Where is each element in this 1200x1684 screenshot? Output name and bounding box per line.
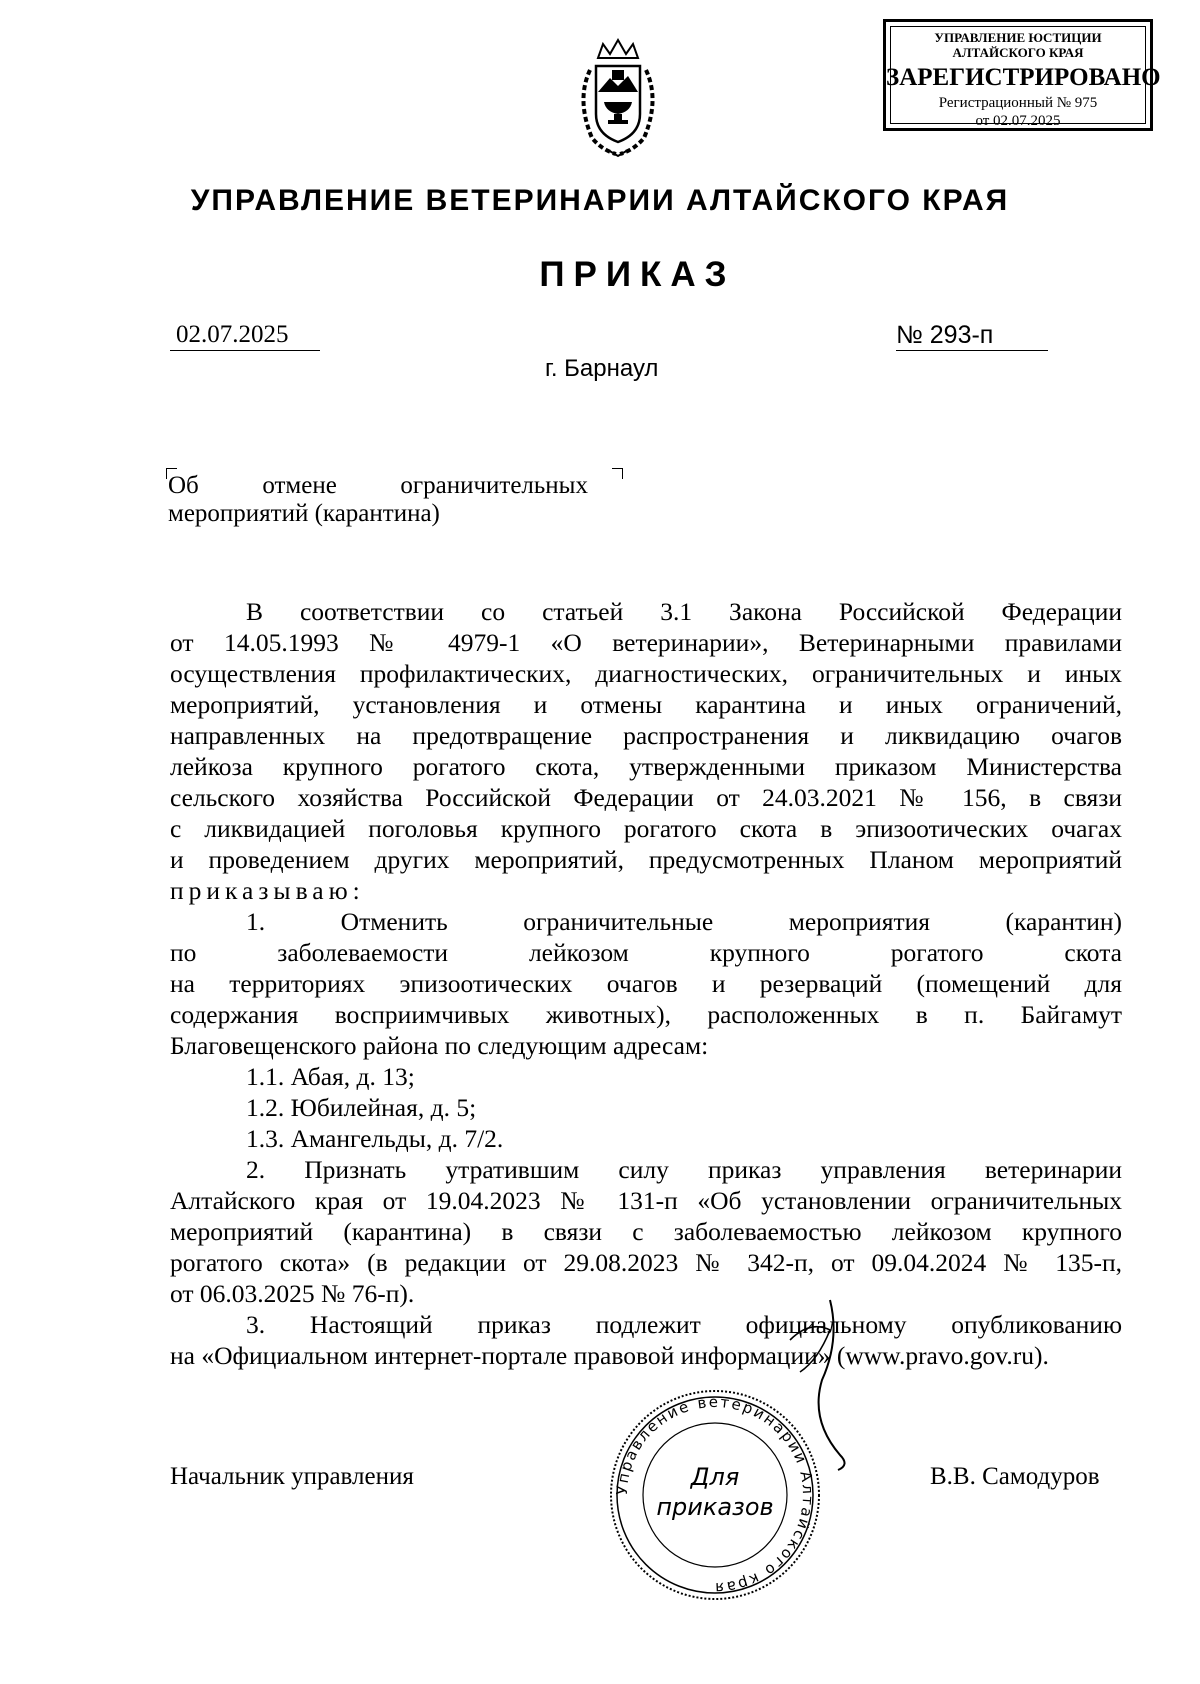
- body-line: содержания восприимчивых животных), расположенных в п. Байгамут: [170, 1000, 1122, 1029]
- organization-title: УПРАВЛЕНИЕ ВЕТЕРИНАРИИ АЛТАЙСКОГО КРАЯ: [190, 184, 1010, 217]
- body-line: 2. Признать утратившим силу приказ управления ветеринарии: [246, 1155, 1122, 1184]
- stamp-reg-number: Регистрационный № 975: [938, 95, 1098, 111]
- body-line: на «Официальном интернет-портале правовой информации» (www.pravo.gov.ru).: [170, 1341, 1049, 1370]
- address-item: 1.2. Юбилейная, д. 5;: [246, 1093, 477, 1122]
- handwritten-signature: [690, 1280, 890, 1480]
- body-line: от 06.03.2025 № 76-п).: [170, 1279, 415, 1308]
- subject-word: ограничительных: [400, 472, 588, 499]
- body-line: 3. Настоящий приказ подлежит официальному опубликованию: [246, 1310, 1122, 1339]
- document-subject: [168, 472, 588, 528]
- body-line: и проведением других мероприятий, предусмотренных Планом мероприятий: [170, 845, 1122, 874]
- body-line: мероприятий (карантина) в связи с заболеваемостью лейкозом крупного: [170, 1217, 1122, 1246]
- body-line: рогатого скота» (в редакции от 29.08.2023 № 342-п, от 09.04.2024 № 135-п,: [170, 1248, 1122, 1277]
- body-line: Алтайского края от 19.04.2023 № 131-п «Об установлении ограничительных: [170, 1186, 1122, 1215]
- body-line: от 14.05.1993 № 4979-1 «О ветеринарии», Ветеринарными правилами: [170, 628, 1122, 657]
- order-body: [170, 596, 1122, 1371]
- seal-center-line2: приказов: [656, 1493, 774, 1521]
- subject-word: отмене: [262, 472, 337, 499]
- order-word: приказываю:: [170, 876, 365, 905]
- document-date: 02.07.2025: [170, 320, 320, 351]
- body-line: сельского хозяйства Российской Федерации от 24.03.2021 № 156, в связи: [170, 783, 1122, 812]
- seal-center-line1: Для: [690, 1463, 740, 1491]
- address-item: 1.3. Амангельды, д. 7/2.: [246, 1124, 504, 1153]
- document-number: № 293-п: [896, 320, 1048, 351]
- subject-line-1: [168, 472, 588, 500]
- document-city: г. Барнаул: [545, 355, 659, 382]
- body-line: В соответствии со статьей 3.1 Закона Российской Федерации: [246, 597, 1122, 626]
- body-line: по заболеваемости лейкозом крупного рогатого скота: [170, 938, 1122, 967]
- body-line: на территориях эпизоотических очагов и резерваций (помещений для: [170, 969, 1122, 998]
- stamp-status: ЗАРЕГИСТРИРОВАНО: [886, 64, 1161, 91]
- body-line: осуществления профилактических, диагностических, ограничительных и иных: [170, 659, 1122, 688]
- subject-line-2: мероприятий (карантина): [168, 500, 440, 527]
- registration-stamp: [883, 19, 1161, 131]
- subject-word: Об: [168, 472, 199, 499]
- signer-position: Начальник управления: [170, 1463, 414, 1490]
- document-type: ПРИКАЗ: [539, 255, 736, 294]
- body-line: с ликвидацией поголовья крупного рогатого скота в эпизоотических очагах: [170, 814, 1122, 843]
- stamp-reg-date: от 02.07.2025: [975, 113, 1061, 129]
- subject-bracket-right: [612, 468, 623, 479]
- body-line: направленных на предотвращение распространения и ликвидацию очагов: [170, 721, 1122, 750]
- stamp-authority-line1: УПРАВЛЕНИЕ ЮСТИЦИИ: [934, 30, 1102, 45]
- body-line: 1. Отменить ограничительные мероприятия (карантин): [246, 907, 1122, 936]
- signer-name: В.В. Самодуров: [930, 1463, 1100, 1490]
- body-line: мероприятий, установления и отмены карантина и иных ограничений,: [170, 690, 1122, 719]
- address-item: 1.1. Абая, д. 13;: [246, 1062, 415, 1091]
- coat-of-arms-icon: [568, 30, 668, 160]
- body-line: Благовещенского района по следующим адресам:: [170, 1031, 709, 1060]
- stamp-authority-line2: АЛТАЙСКОГО КРАЯ: [952, 45, 1084, 60]
- body-line: лейкоза крупного рогатого скота, утвержденными приказом Министерства: [170, 752, 1122, 781]
- seal-ring-text: Управление ветеринарии Алтайского края: [612, 1392, 818, 1598]
